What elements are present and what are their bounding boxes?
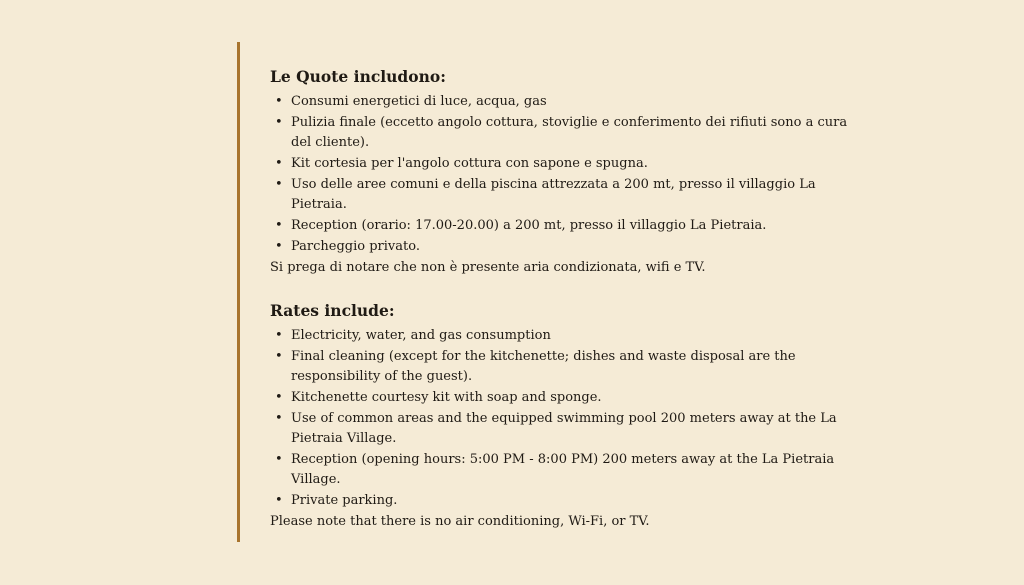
english-inclusions-list (270, 326, 850, 511)
italian-section (270, 66, 850, 278)
bullet-icon: • (275, 493, 283, 508)
english-note: Please note that there is no air conditioning, Wi-Fi, or TV. (270, 514, 650, 529)
english-section-title: Rates include: (270, 301, 395, 320)
list-item: • Consumi energetici di luce, acqua, gas (270, 92, 850, 112)
bullet-icon: • (275, 349, 283, 364)
rates-content (270, 66, 850, 532)
bullet-icon: • (275, 156, 283, 171)
italian-section-title: Le Quote includono: (270, 67, 446, 86)
accent-divider-bar (237, 42, 240, 542)
list-item: • Kit cortesia per l'angolo cottura con sapone e spugna. (270, 154, 850, 174)
bullet-icon: • (275, 411, 283, 426)
bullet-icon: • (275, 328, 283, 343)
list-item: • Parcheggio privato. (270, 237, 850, 257)
list-item: • Uso delle aree comuni e della piscina attrezzata a 200 mt, presso il villaggio La Pietraia. (275, 177, 816, 212)
list-item: • Electricity, water, and gas consumption (270, 326, 850, 346)
list-item: • Kitchenette courtesy kit with soap and sponge. (270, 388, 850, 408)
italian-note: Si prega di notare che non è presente aria condizionata, wifi e TV. (270, 260, 706, 275)
list-item: • Reception (opening hours: 5:00 PM - 8:00 PM) 200 meters away at the La Pietraia Village. (275, 452, 835, 487)
bullet-icon: • (275, 177, 283, 192)
bullet-icon: • (275, 115, 283, 130)
bullet-icon: • (275, 390, 283, 405)
list-item: • Reception (orario: 17.00-20.00) a 200 mt, presso il villaggio La Pietraia. (270, 216, 850, 236)
list-item: • Use of common areas and the equipped swimming pool 200 meters away at the La Pietraia Village. (275, 411, 837, 446)
bullet-icon: • (275, 94, 283, 109)
list-item: • Pulizia finale (eccetto angolo cottura, stoviglie e conferimento dei rifiuti sono a cura del cliente). (275, 115, 848, 150)
italian-inclusions-list (270, 92, 850, 257)
english-section (270, 300, 850, 532)
bullet-icon: • (275, 218, 283, 233)
bullet-icon: • (275, 452, 283, 467)
bullet-icon: • (275, 239, 283, 254)
list-item: • Final cleaning (except for the kitchenette; dishes and waste disposal are the responsibility of the guest). (275, 349, 796, 384)
list-item: • Private parking. (270, 491, 850, 511)
